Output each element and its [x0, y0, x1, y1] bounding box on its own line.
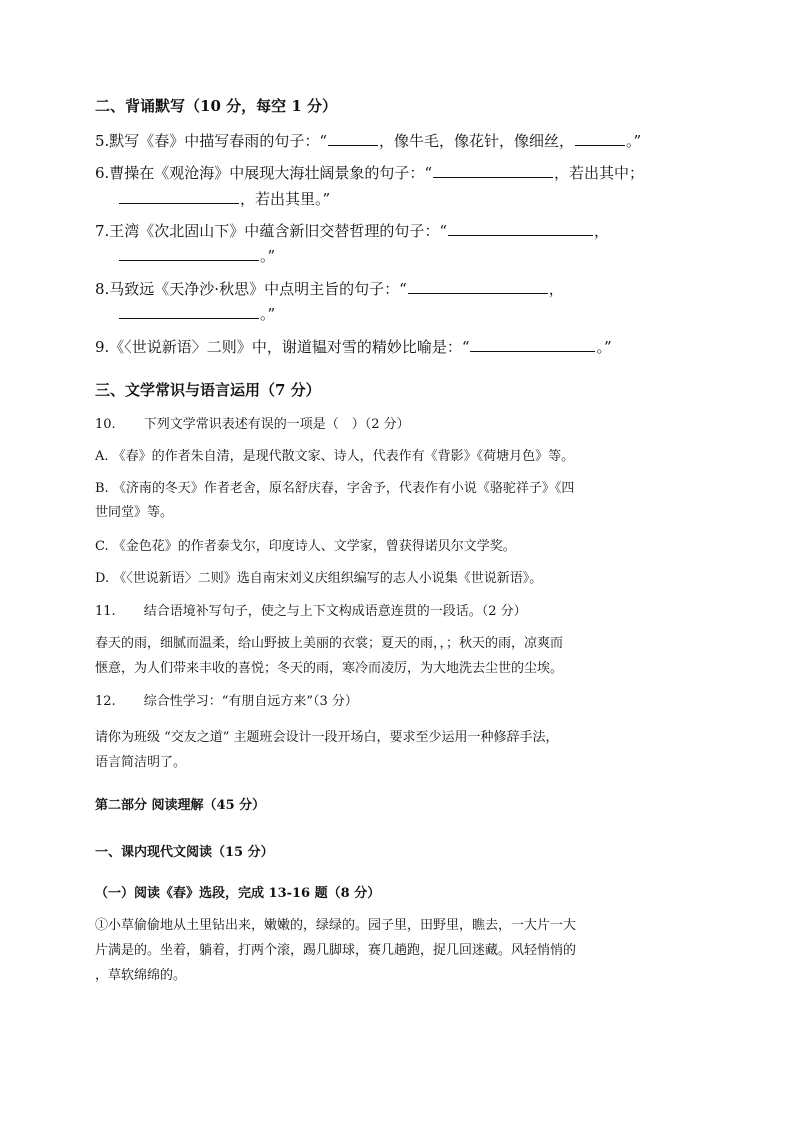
- question-8: [95, 279, 705, 299]
- option-a: A. 《春》的作者朱自清，是现代散文家、诗人，代表作有《背影》《荷塘月色》等。: [95, 449, 575, 464]
- q11-paragraph-line1: 春天的雨，细腻而温柔，给山野披上美丽的衣裳；夏天的雨，，；秋天的雨，凉爽而: [95, 636, 564, 651]
- q9-suffix: 。”: [596, 338, 612, 356]
- q7-blank-2: [119, 246, 259, 261]
- q8-line2-suffix: 。”: [260, 305, 276, 323]
- q5-blank-1: [328, 131, 378, 146]
- question-12: [95, 692, 705, 712]
- question-8-line2: [118, 304, 728, 324]
- part2-subheading-1: 一、课内现代文阅读（15 分）: [95, 845, 274, 860]
- q12-text: 综合性学习：“有朋自远方来”（3 分）: [143, 694, 358, 709]
- q11-paragraph-line2: 惬意，为人们带来丰收的喜悦；冬天的雨，寒冷而凌厉，为大地洗去尘世的尘埃。: [95, 661, 564, 676]
- section3-heading: 三、文学常识与语言运用（7 分）: [95, 381, 321, 399]
- question-10: [95, 415, 705, 435]
- q12-paragraph-line2: 语言简洁明了。: [95, 755, 187, 770]
- question-5: [95, 131, 705, 151]
- q5-mid: ，像牛毛，像花针，像细丝，: [378, 132, 574, 150]
- passage-line1: ①小草偷偷地从土里钻出来，嫩嫩的，绿绿的。园子里，田野里，瞧去，一大片一大: [95, 918, 577, 933]
- q7-line2-suffix: 。”: [260, 247, 276, 265]
- q10-text: 下列文学常识表述有误的一项是（ ）（2 分）: [143, 417, 410, 432]
- passage-line2: 片满是的。坐着，躺着，打两个滚，踢几脚球，赛几趟跑，捉几回迷藏。风轻悄悄的: [95, 943, 577, 958]
- part2-heading: 第二部分 阅读理解（45 分）: [95, 798, 266, 813]
- q8-prefix: 8.马致远《天净沙·秋思》中点明主旨的句子：“: [95, 280, 407, 298]
- option-b-line2: 世同堂》等。: [95, 505, 174, 520]
- q7-end: ，: [593, 222, 609, 240]
- part2-subheading-1a: （一）阅读《春》选段，完成 13-16 题（8 分）: [95, 886, 381, 901]
- q12-paragraph-line1: 请你为班级 “交友之道” 主题班会设计一段开场白，要求至少运用一种修辞手法，: [95, 730, 559, 745]
- option-d: D. 《〈世说新语〉二则》选自南宋刘义庆组织编写的志人小说集《世说新语》。: [95, 571, 543, 586]
- option-b-line1: B. 《济南的冬天》作者老舍，原名舒庆春，字舍予，代表作有小说《骆驼祥子》《四: [95, 481, 575, 496]
- section2-heading: 二、背诵默写（10 分，每空 1 分）: [95, 97, 337, 115]
- q7-prefix: 7.王湾《次北固山下》中蕴含新旧交替哲理的句子：“: [95, 222, 447, 240]
- q9-prefix: 9.《〈世说新语〉二则》中，谢道韫对雪的精妙比喻是：“: [95, 338, 470, 356]
- question-6-line2: [118, 189, 728, 209]
- q12-number: 12.: [95, 694, 116, 709]
- q6-prefix: 6.曹操在《观沧海》中展现大海壮阔景象的句子：“: [95, 164, 432, 182]
- q6-blank-2: [119, 189, 239, 204]
- q8-blank-1: [408, 279, 548, 294]
- passage-line3: ，草软绵绵的。: [95, 968, 187, 983]
- q6-blank-1: [433, 163, 553, 178]
- q5-prefix: 5.默写《春》中描写春雨的句子：“: [95, 132, 327, 150]
- question-7-line2: [118, 246, 728, 266]
- option-c: C. 《金色花》的作者泰戈尔，印度诗人、文学家，曾获得诺贝尔文学奖。: [95, 539, 516, 554]
- q6-line2-suffix: ，若出其里。”: [240, 190, 331, 208]
- q10-number: 10.: [95, 417, 116, 432]
- question-9: [95, 337, 705, 357]
- q5-blank-2: [575, 131, 625, 146]
- question-7: [95, 221, 705, 241]
- q11-text: 结合语境补写句子，使之与上下文构成语意连贯的一段话。（2 分）: [143, 604, 527, 619]
- q8-end: ，: [548, 280, 564, 298]
- question-11: [95, 602, 705, 622]
- question-6: [95, 163, 705, 183]
- q8-blank-2: [119, 304, 259, 319]
- q11-number: 11.: [95, 604, 116, 619]
- q7-blank-1: [448, 221, 593, 236]
- q6-mid: ，若出其中；: [553, 164, 644, 182]
- q5-suffix: 。”: [626, 132, 642, 150]
- q9-blank: [470, 337, 595, 352]
